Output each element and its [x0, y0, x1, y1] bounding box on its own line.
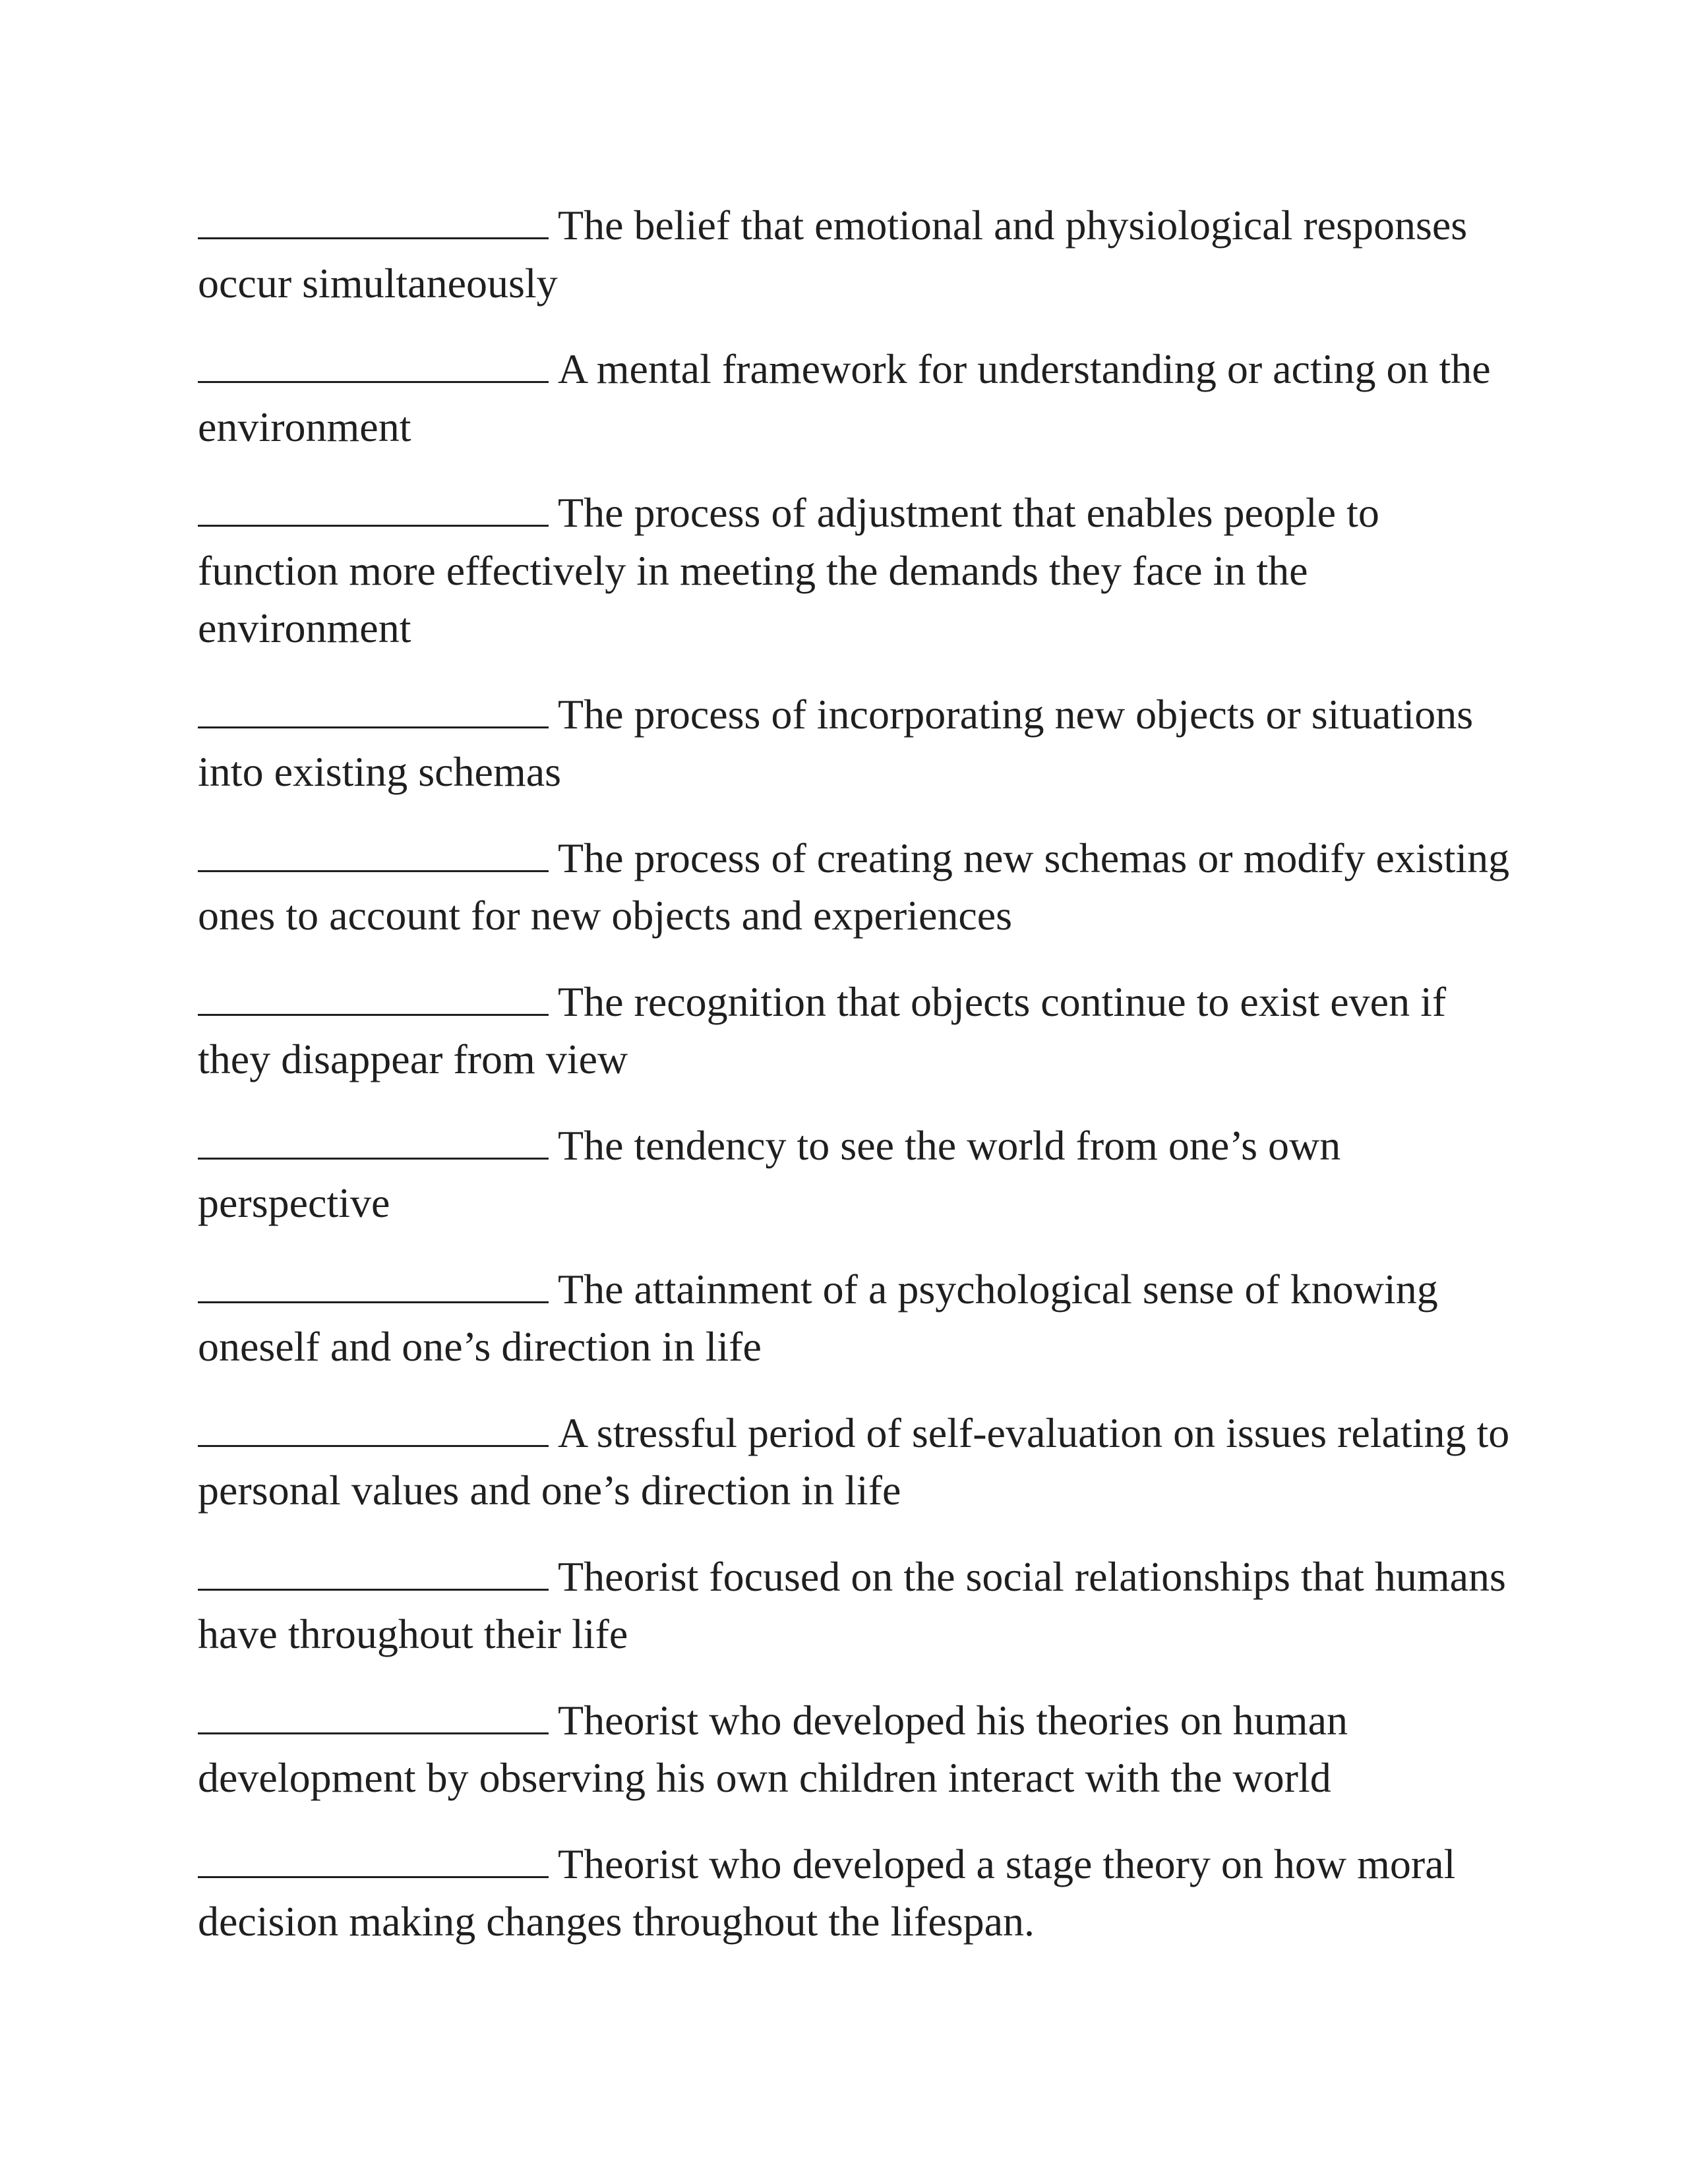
item-definition: The process of incorporating new objects or situations into existing schemas — [198, 690, 1474, 795]
matching-item — [198, 1260, 1510, 1376]
answer-blank[interactable] — [198, 974, 549, 1016]
answer-blank[interactable] — [198, 485, 549, 527]
answer-blank[interactable] — [198, 1837, 549, 1878]
item-definition: A mental framework for understanding or acting on the environment — [198, 345, 1491, 450]
matching-item-list — [198, 196, 1510, 1979]
matching-item — [198, 1692, 1510, 1807]
answer-blank[interactable] — [198, 198, 549, 239]
item-definition: The tendency to see the world from one’s own perspective — [198, 1121, 1341, 1226]
matching-item — [198, 1117, 1510, 1232]
matching-item — [198, 196, 1510, 312]
answer-blank[interactable] — [198, 831, 549, 872]
item-definition: The recognition that objects continue to exist even if they disappear from view — [198, 978, 1447, 1082]
answer-blank[interactable] — [198, 1693, 549, 1734]
matching-item — [198, 829, 1510, 945]
answer-blank[interactable] — [198, 1262, 549, 1303]
item-definition: The process of adjustment that enables people to function more effectively in meeting the demands they face in the environment — [198, 489, 1379, 651]
item-definition: Theorist focused on the social relationships that humans have throughout their life — [198, 1552, 1506, 1657]
answer-blank[interactable] — [198, 341, 549, 383]
answer-blank[interactable] — [198, 1405, 549, 1447]
matching-item — [198, 686, 1510, 801]
answer-blank[interactable] — [198, 1118, 549, 1160]
item-definition: Theorist who developed his theories on human development by observing his own children interact with the world — [198, 1696, 1348, 1801]
item-definition: Theorist who developed a stage theory on how moral decision making changes throughout the lifespan. — [198, 1840, 1456, 1945]
matching-item — [198, 1404, 1510, 1520]
matching-item — [198, 1835, 1510, 1951]
item-definition: The belief that emotional and physiological responses occur simultaneously — [198, 202, 1468, 307]
matching-item — [198, 1548, 1510, 1663]
item-definition: A stressful period of self-evaluation on issues relating to personal values and one’s direction in life — [198, 1409, 1510, 1514]
matching-item — [198, 340, 1510, 456]
matching-item — [198, 973, 1510, 1088]
answer-blank[interactable] — [198, 1549, 549, 1591]
item-definition: The process of creating new schemas or modify existing ones to account for new objects and experiences — [198, 834, 1510, 939]
answer-blank[interactable] — [198, 687, 549, 728]
item-definition: The attainment of a psychological sense of knowing oneself and one’s direction in life — [198, 1265, 1438, 1370]
matching-item — [198, 484, 1510, 657]
